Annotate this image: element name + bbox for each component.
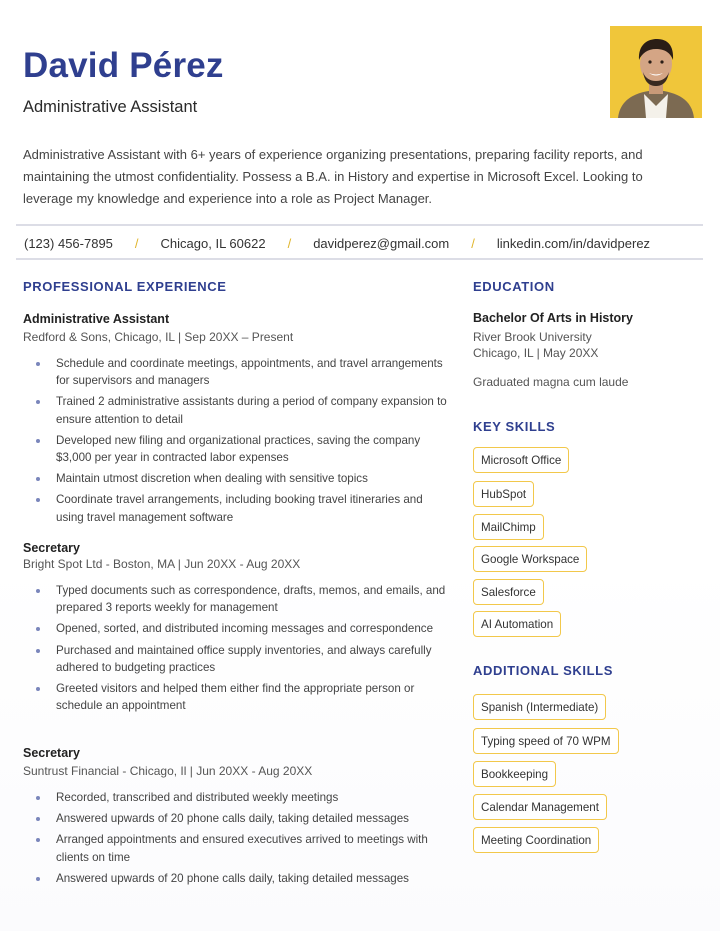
job-bullets <box>23 789 453 891</box>
list-item: Greeted visitors and helped them either find the appropriate person or schedule an appointment <box>23 680 453 714</box>
skill-chip: AI Automation <box>473 611 561 637</box>
skill-chip: Salesforce <box>473 579 544 605</box>
job-meta: Suntrust Financial - Chicago, Il | Jun 20XX - Aug 20XX <box>23 764 313 778</box>
skill-chip: Bookkeeping <box>473 761 556 787</box>
skill-chip: Meeting Coordination <box>473 827 599 853</box>
list-item: Purchased and maintained office supply inventories, and always carefully adhered to budgeting practices <box>23 642 453 676</box>
contact-linkedin[interactable]: linkedin.com/in/davidperez <box>496 235 651 251</box>
contact-email[interactable]: davidperez@gmail.com <box>313 235 450 251</box>
additional-skills-heading: ADDITIONAL SKILLS <box>473 663 613 678</box>
job-title: Secretary <box>23 541 80 555</box>
skill-chip: Google Workspace <box>473 546 587 572</box>
job-bullets <box>23 582 453 718</box>
job-bullets <box>23 355 453 530</box>
skill-chip: Spanish (Intermediate) <box>473 694 606 720</box>
candidate-name: David Pérez <box>23 46 224 85</box>
list-item: Opened, sorted, and distributed incoming messages and correspondence <box>23 620 453 637</box>
degree: Bachelor Of Arts in History <box>473 311 633 325</box>
list-item: Recorded, transcribed and distributed weekly meetings <box>23 789 453 806</box>
job-title: Secretary <box>23 746 80 760</box>
list-item: Typed documents such as correspondence, drafts, memos, and emails, and prepared 3 reports weekly for management <box>23 582 453 616</box>
contact-separator: / <box>134 235 139 251</box>
honor: Graduated magna cum laude <box>473 375 629 389</box>
list-item: Arranged appointments and ensured executives arrived to meetings with clients on time <box>23 831 453 865</box>
list-item: Maintain utmost discretion when dealing with sensitive topics <box>23 470 453 487</box>
contact-phone: (123) 456-7895 <box>24 235 113 251</box>
list-item: Trained 2 administrative assistants during a period of company expansion to ensure attention to detail <box>23 393 453 427</box>
profile-photo <box>610 26 702 118</box>
contact-separator: / <box>287 235 292 251</box>
skill-chip: MailChimp <box>473 514 544 540</box>
divider-bottom <box>16 258 703 260</box>
list-item: Coordinate travel arrangements, including booking travel itineraries and using travel management software <box>23 491 453 525</box>
school-location-date: Chicago, IL | May 20XX <box>473 346 599 360</box>
list-item: Answered upwards of 20 phone calls daily, taking detailed messages <box>23 810 453 827</box>
skill-chip: Microsoft Office <box>473 447 569 473</box>
skill-chip: Typing speed of 70 WPM <box>473 728 619 754</box>
list-item: Developed new filing and organizational practices, saving the company $3,000 per year in contracted labor expenses <box>23 432 453 466</box>
contact-separator: / <box>471 235 475 251</box>
job-meta: Bright Spot Ltd - Boston, MA | Jun 20XX - Aug 20XX <box>23 557 301 571</box>
candidate-title: Administrative Assistant <box>23 98 198 116</box>
list-item: Answered upwards of 20 phone calls daily, taking detailed messages <box>23 870 453 887</box>
job-meta: Redford & Sons, Chicago, IL | Sep 20XX – Present <box>23 330 294 344</box>
skill-chip: Calendar Management <box>473 794 607 820</box>
list-item: Schedule and coordinate meetings, appointments, and travel arrangements for supervisors and managers <box>23 355 453 389</box>
contact-location: Chicago, IL 60622 <box>160 235 266 251</box>
skill-chip: HubSpot <box>473 481 534 507</box>
school: River Brook University <box>473 330 592 344</box>
education-heading: EDUCATION <box>473 279 555 294</box>
job-title: Administrative Assistant <box>23 312 170 326</box>
key-skills-heading: KEY SKILLS <box>473 419 556 434</box>
professional-summary: Administrative Assistant with 6+ years of experience organizing presentations, preparing facility reports, and maintaining the utmost confidentiality. Possess a B.A. in History and expertise in Microsoft Excel. Looking to leverage my knowledge and experience into a role as Project Manager. <box>23 147 643 206</box>
experience-heading: PROFESSIONAL EXPERIENCE <box>23 279 227 294</box>
contact-bar <box>16 226 703 260</box>
